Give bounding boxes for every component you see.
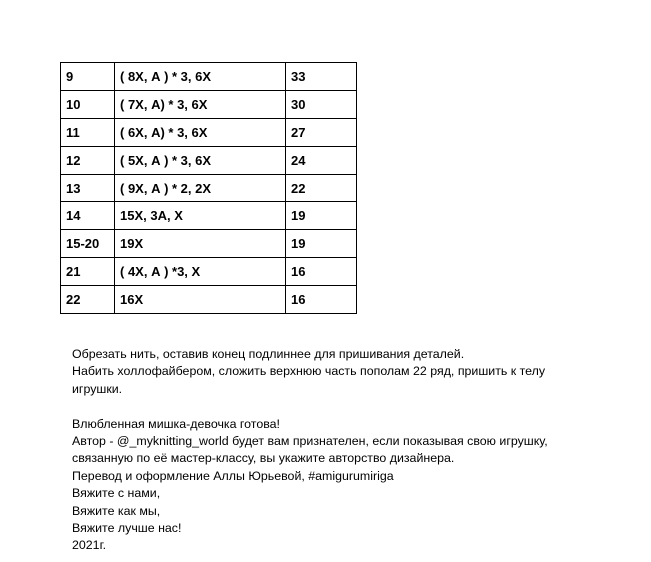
table-row	[61, 63, 357, 91]
row-number: 13	[61, 174, 115, 202]
note-year: 2021г.	[72, 538, 107, 553]
stitch-count: 19	[286, 230, 357, 258]
row-instruction: ( 7Х, А) * 3, 6Х	[115, 90, 286, 118]
row-number: 15-20	[61, 230, 115, 258]
stitch-count: 16	[286, 258, 357, 286]
row-number: 11	[61, 118, 115, 146]
row-instruction: 15Х, 3А, Х	[115, 202, 286, 230]
table-row	[61, 118, 357, 146]
paragraph-gap	[72, 398, 572, 415]
row-instruction: ( 4Х, А ) *3, Х	[115, 258, 286, 286]
stitch-count: 30	[286, 90, 357, 118]
row-number: 9	[61, 63, 115, 91]
note-knit-better: Вяжите лучше нас!	[72, 521, 182, 536]
table-row	[61, 258, 357, 286]
stitch-count: 33	[286, 63, 357, 91]
row-number: 21	[61, 258, 115, 286]
table-row	[61, 286, 357, 314]
table-row	[61, 90, 357, 118]
table-row	[61, 146, 357, 174]
stitch-count: 27	[286, 118, 357, 146]
row-number: 14	[61, 202, 115, 230]
pattern-table	[60, 62, 357, 314]
note-ready: Влюбленная мишка-девочка готова!	[72, 416, 281, 431]
note-knit-with-us: Вяжите с нами,	[72, 486, 161, 501]
row-instruction: ( 9Х, А ) * 2, 2Х	[115, 174, 286, 202]
stitch-count: 19	[286, 202, 357, 230]
table-row	[61, 202, 357, 230]
row-instruction: 16Х	[115, 286, 286, 314]
note-knit-like-us: Вяжите как мы,	[72, 503, 161, 518]
table-row	[61, 230, 357, 258]
row-instruction: ( 8Х, А ) * 3, 6Х	[115, 63, 286, 91]
note-cut-yarn: Обрезать нить, оставив конец подлиннее для пришивания деталей.	[72, 347, 465, 361]
row-instruction: ( 6Х, А) * 3, 6Х	[115, 118, 286, 146]
stitch-count: 24	[286, 146, 357, 174]
row-number: 10	[61, 90, 115, 118]
stitch-count: 22	[286, 174, 357, 202]
row-number: 22	[61, 286, 115, 314]
note-author: Автор - @_myknitting_world будет вам признателен, если показывая свою игрушку, связанную по её мастер-классу, вы укажите авторство дизайнера.	[72, 434, 548, 466]
stitch-count: 16	[286, 286, 357, 314]
row-instruction: ( 5Х, А ) * 3, 6Х	[115, 146, 286, 174]
note-translation: Перевод и оформление Аллы Юрьевой, #amigurumiriga	[72, 468, 394, 483]
finishing-notes	[72, 346, 572, 555]
row-number: 12	[61, 146, 115, 174]
note-stuffing: Набить холлофайбером, сложить верхнюю часть пополам 22 ряд, пришить к телу игрушки.	[72, 364, 546, 396]
row-instruction: 19Х	[115, 230, 286, 258]
table-row	[61, 174, 357, 202]
